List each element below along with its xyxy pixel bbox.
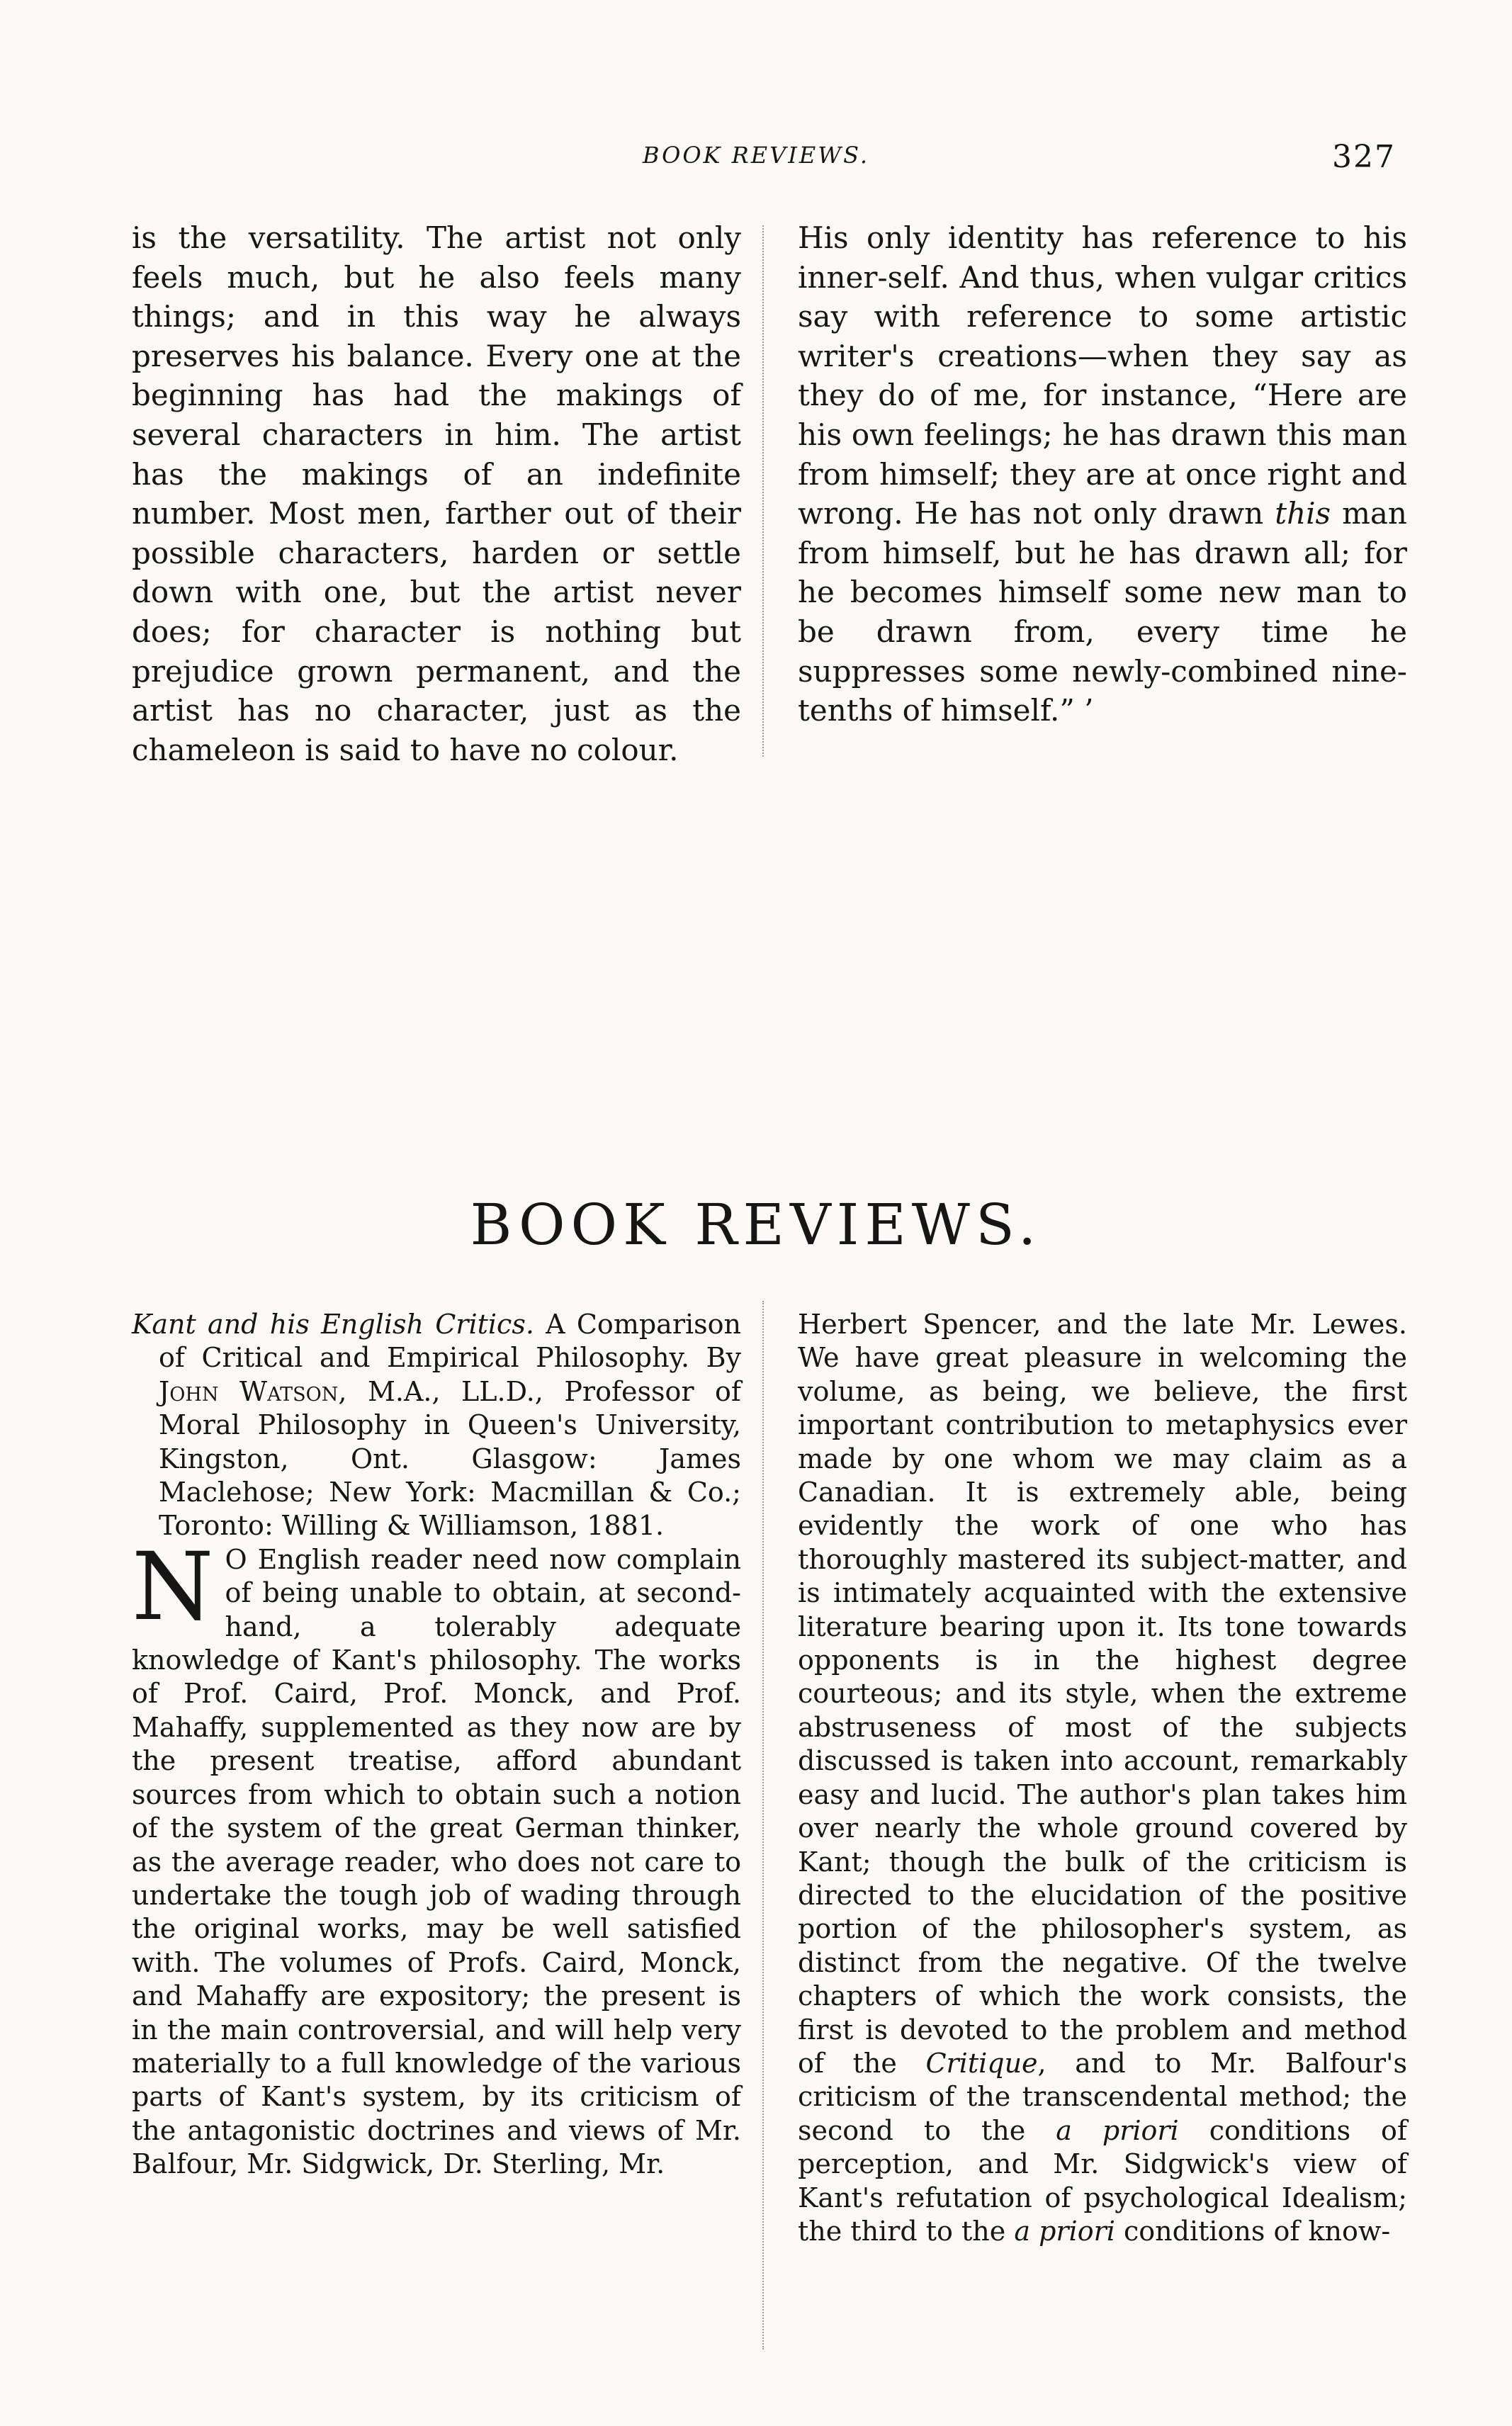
page-number: 327 bbox=[1332, 139, 1396, 175]
review-text: conditions of know- bbox=[1115, 2215, 1391, 2247]
review-text: conditions of perception, and Mr. Sidgwick's view of Kant's refutation of psychological Idealism; the third to the bbox=[798, 2114, 1407, 2247]
quote-text: His only identity has reference to his inner-self. And thus, when vulgar critics say with reference to some artistic writer's creations—when they say as they do of me, for instance, “Here are his own feelings; he has drawn this man from himself; they are at once right and wrong. He has not only drawn bbox=[798, 220, 1407, 531]
book-citation bbox=[132, 1308, 741, 1543]
drop-cap: N bbox=[132, 1532, 214, 1642]
book-author: John Watson bbox=[159, 1375, 339, 1407]
emphasis-text: a priori bbox=[1056, 2114, 1179, 2146]
review-text: Herbert Spencer, and the late Mr. Lewes. We have great pleasure in welcoming the volume, as being, we believe, the first important contribution to metaphysics ever made by one whom we may claim as a Canadian. It is extremely able, being evidently the work of one who has thoroughly mastered its subject-matter, and is intimately acquainted with the extensive literature bearing upon it. Its tone towards opponents is in the highest degree courteous; and its style, when the extreme abstruseness of most of the subjects discussed is taken into account, remarkably easy and lucid. The author's plan takes him over nearly the whole ground covered by Kant; though the bulk of the criticism is directed to the elucidation of the positive portion of the philosopher's system, as distinct from the negative. Of the twelve chapters of which the work consists, the first is devoted to the problem and method of the bbox=[798, 1309, 1407, 2079]
emphasis-text: a priori bbox=[1014, 2215, 1115, 2247]
section-title: BOOK REVIEWS. bbox=[470, 1191, 1042, 1258]
column-divider bbox=[762, 1301, 764, 2349]
article-continuation-left-column bbox=[132, 218, 741, 769]
article-paragraph: is the versatility. The artist not only feels much, but he also feels many things; and in this way he always preserves his balance. Every one at the beginning has had the makings of several characters in him. The artist has the makings of an indefinite number. Most men, farther out of their possible characters, harden or settle down with one, but the artist never does; for character is nothing but prejudice grown permanent, and the artist has no character, just as the chameleon is said to have no colour. bbox=[132, 220, 741, 767]
column-divider bbox=[762, 225, 764, 757]
review-paragraph bbox=[132, 1532, 741, 2182]
review-text: O English reader need now complain of being unable to obtain, at second-hand, a tolerably adequate knowledge of Kant's philosophy. The works of Prof. Caird, Prof. Monck, and Prof. Mahaffy, supplemented as they now are by the present treatise, afford abundant sources from which to obtain such a notion of the system of the great German thinker, as the average reader, who does not care to undertake the tough job of wading through the original works, may be well satisfied with. The volumes of Profs. Caird, Monck, and Mahaffy are expository; the present is in the main controversial, and will help very materially to a full knowledge of the various parts of Kant's system, by its criticism of the antagonistic doctrines and views of Mr. Balfour, Mr. Sidgwick, Dr. Sterling, Mr. bbox=[132, 1543, 741, 2180]
review-paragraph bbox=[798, 1308, 1407, 2248]
running-head: BOOK REVIEWS. bbox=[642, 142, 870, 169]
review-left-column bbox=[132, 1308, 741, 2182]
review-right-column bbox=[798, 1308, 1407, 2248]
review-text: , and to Mr. Balfour's criticism of the transcendental method; the second to the bbox=[798, 2047, 1407, 2146]
emphasis-text: this bbox=[1275, 496, 1331, 531]
book-subtitle: A Comparison of Critical and Empirical Philosophy. By bbox=[159, 1309, 741, 1374]
emphasis-text: Critique bbox=[925, 2047, 1038, 2079]
publication-details: , M.A., LL.D., Professor of Moral Philosophy in Queen's University, Kingston, Ont. Glasgow: James Maclehose; New York: Macmillan & Co.; Toronto: Willing & Williamson, 1881. bbox=[159, 1375, 741, 1542]
article-paragraph bbox=[798, 218, 1407, 730]
article-continuation-right-column bbox=[798, 218, 1407, 730]
quote-text: man from himself, but he has drawn all; for he becomes himself some new man to be drawn from, every time he suppresses some newly-combined nine-tenths of himself.” ’ bbox=[798, 496, 1407, 728]
book-title: Kant and his English Critics. bbox=[132, 1309, 534, 1340]
